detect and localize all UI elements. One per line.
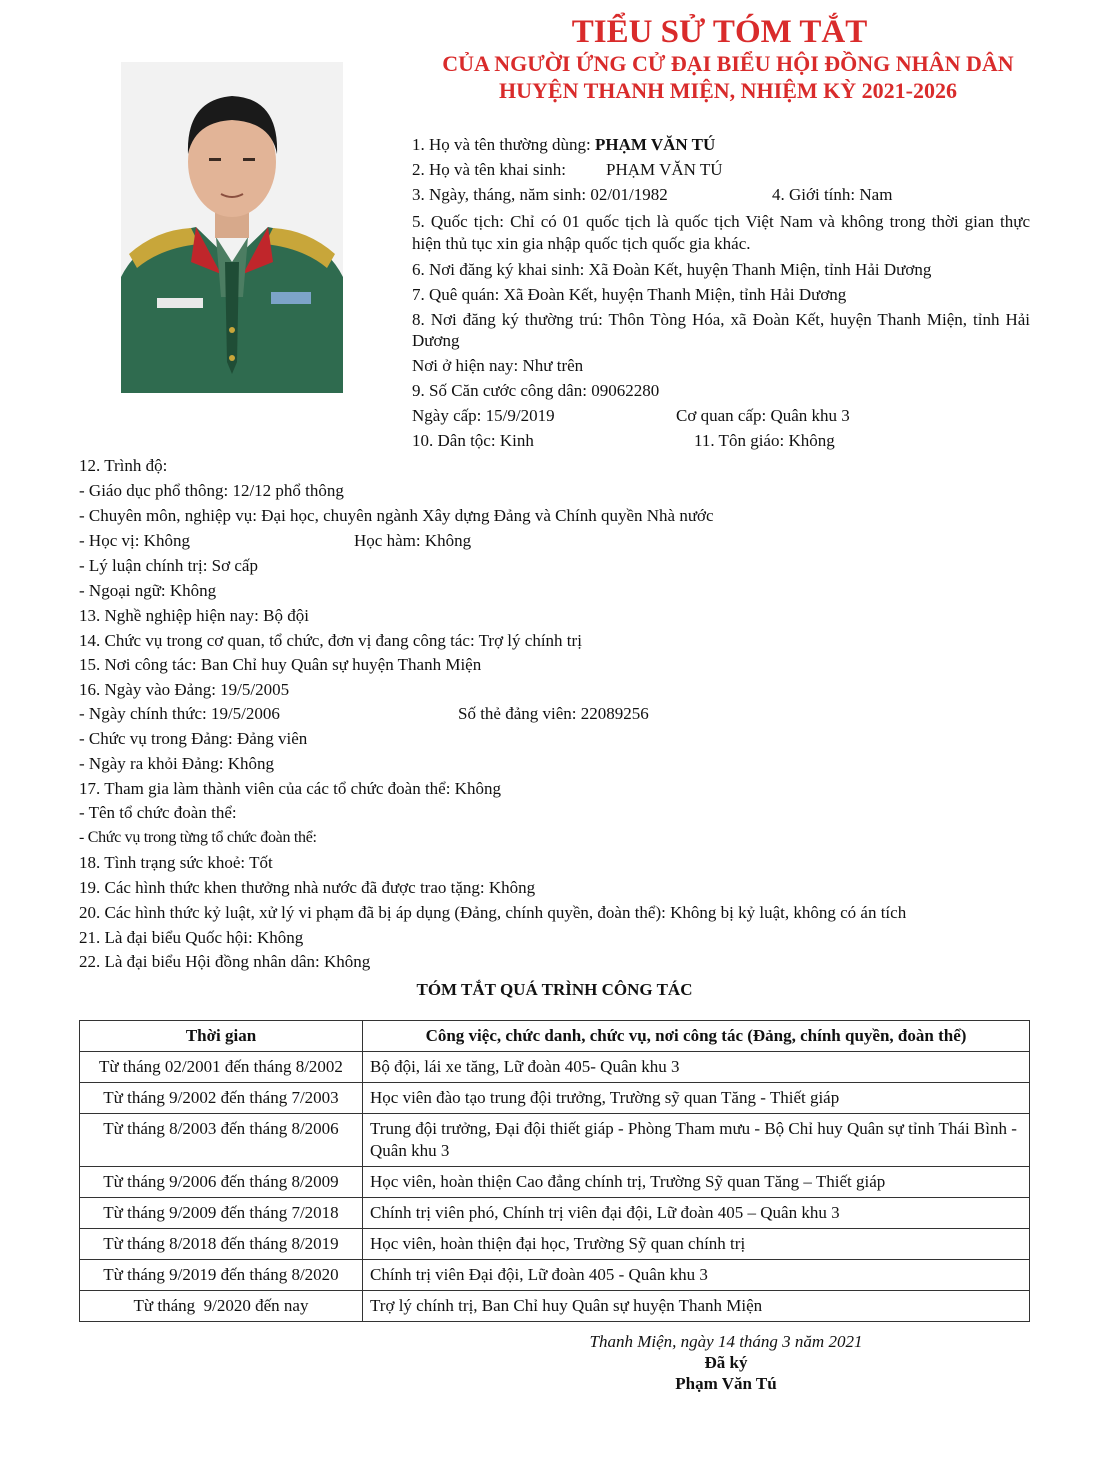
field-party-position: - Chức vụ trong Đảng: Đảng viên — [79, 729, 308, 748]
column-header-time: Thời gian — [80, 1021, 363, 1052]
row-time: Từ tháng 9/2020 đến nay — [80, 1291, 363, 1322]
signature-place-date: Thanh Miện, ngày 14 tháng 3 năm 2021 — [589, 1332, 863, 1351]
field-religion: 11. Tôn giáo: Không — [694, 431, 835, 450]
field-label: 1. Họ và tên thường dùng: — [412, 135, 595, 154]
field-party-official-date: - Ngày chính thức: 19/5/2006 — [79, 704, 280, 723]
field-nationality: 5. Quốc tịch: Chỉ có 01 quốc tịch là quốc tịch Việt Nam và không trong thời gian thực hiện thủ tục xin gia nhập quốc tịch quốc gia khác. — [412, 212, 1030, 253]
field-permanent-residence: 8. Nơi đăng ký thường trú: Thôn Tòng Hóa, xã Đoàn Kết, huyện Thanh Miện, tỉnh Hải Dương — [412, 310, 1030, 350]
field-birth-name-label: 2. Họ và tên khai sinh: — [412, 160, 566, 179]
field-current-residence: Nơi ở hiện nay: Như trên — [412, 356, 584, 375]
portrait-photo — [121, 62, 343, 393]
field-organizations: 17. Tham gia làm thành viên của các tổ chức đoàn thể: Không — [79, 779, 501, 798]
row-description: Trợ lý chính trị, Ban Chỉ huy Quân sự huyện Thanh Miện — [363, 1291, 1030, 1322]
field-gender: 4. Giới tính: Nam — [772, 185, 893, 204]
field-national-assembly: 21. Là đại biểu Quốc hội: Không — [79, 928, 304, 947]
row-description: Học viên đào tạo trung đội trưởng, Trường sỹ quan Tăng - Thiết giáp — [363, 1083, 1030, 1114]
table-row — [80, 1167, 1030, 1198]
document-subtitle-2: HUYỆN THANH MIỆN, NHIỆM KỲ 2021-2026 — [499, 78, 957, 103]
field-degree: - Học vị: Không — [79, 531, 190, 550]
field-party-leave-date: - Ngày ra khỏi Đảng: Không — [79, 754, 274, 773]
field-foreign-language: - Ngoại ngữ: Không — [79, 581, 217, 600]
field-specialization: - Chuyên môn, nghiệp vụ: Đại học, chuyên ngành Xây dựng Đảng và Chính quyền Nhà nước — [79, 506, 714, 525]
row-time: Từ tháng 02/2001 đến tháng 8/2002 — [80, 1052, 363, 1083]
field-birth-name-value: PHẠM VĂN TÚ — [606, 160, 723, 179]
field-workplace: 15. Nơi công tác: Ban Chỉ huy Quân sự huyện Thanh Miện — [79, 655, 482, 674]
column-header-description: Công việc, chức danh, chức vụ, nơi công tác (Đảng, chính quyền, đoàn thể) — [363, 1021, 1030, 1052]
row-description: Học viên, hoàn thiện đại học, Trường Sỹ quan chính trị — [363, 1229, 1030, 1260]
document-title: TIỂU SỬ TÓM TẮT — [571, 14, 868, 50]
row-description: Trung đội trưởng, Đại đội thiết giáp - Phòng Tham mưu - Bộ Chỉ huy Quân sự tỉnh Thái Bình - Quân khu 3 — [363, 1114, 1030, 1167]
signature-name: Phạm Văn Tú — [675, 1374, 777, 1393]
work-history-table — [79, 1020, 1030, 1322]
table-row — [80, 1260, 1030, 1291]
document-subtitle-1: CỦA NGƯỜI ỨNG CỬ ĐẠI BIỂU HỘI ĐỒNG NHÂN DÂN — [442, 51, 1014, 76]
field-academic-title: Học hàm: Không — [354, 531, 472, 550]
row-time: Từ tháng 8/2018 đến tháng 8/2019 — [80, 1229, 363, 1260]
field-health: 18. Tình trạng sức khoẻ: Tốt — [79, 853, 273, 872]
field-position: 14. Chức vụ trong cơ quan, tổ chức, đơn vị đang công tác: Trợ lý chính trị — [79, 631, 582, 650]
table-row — [80, 1052, 1030, 1083]
field-id-issue-agency: Cơ quan cấp: Quân khu 3 — [676, 406, 850, 425]
row-time: Từ tháng 9/2002 đến tháng 7/2003 — [80, 1083, 363, 1114]
field-organization-position: - Chức vụ trong từng tổ chức đoàn thể: — [79, 829, 317, 846]
row-description: Bộ đội, lái xe tăng, Lữ đoàn 405- Quân khu 3 — [363, 1052, 1030, 1083]
field-general-education: - Giáo dục phổ thông: 12/12 phổ thông — [79, 481, 344, 500]
table-row — [80, 1229, 1030, 1260]
field-occupation: 13. Nghề nghiệp hiện nay: Bộ đội — [79, 606, 309, 625]
work-history-title: TÓM TẮT QUÁ TRÌNH CÔNG TÁC — [416, 980, 693, 999]
field-hometown: 7. Quê quán: Xã Đoàn Kết, huyện Thanh Miện, tỉnh Hải Dương — [412, 285, 847, 304]
table-row — [80, 1083, 1030, 1114]
table-row — [80, 1198, 1030, 1229]
signature-status: Đã ký — [704, 1353, 748, 1372]
field-ethnicity: 10. Dân tộc: Kinh — [412, 431, 534, 450]
row-time: Từ tháng 8/2003 đến tháng 8/2006 — [80, 1114, 363, 1167]
row-description: Chính trị viên phó, Chính trị viên đại đội, Lữ đoàn 405 – Quân khu 3 — [363, 1198, 1030, 1229]
row-time: Từ tháng 9/2009 đến tháng 7/2018 — [80, 1198, 363, 1229]
field-citizen-id: 9. Số Căn cước công dân: 09062280 — [412, 381, 660, 400]
field-value: PHẠM VĂN TÚ — [595, 135, 716, 154]
row-time: Từ tháng 9/2019 đến tháng 8/2020 — [80, 1260, 363, 1291]
field-organization-name: - Tên tổ chức đoàn thể: — [79, 803, 237, 822]
field-common-name — [412, 135, 715, 155]
field-awards: 19. Các hình thức khen thưởng nhà nước đã được trao tặng: Không — [79, 878, 536, 897]
row-description: Học viên, hoàn thiện Cao đẳng chính trị, Trường Sỹ quan Tăng – Thiết giáp — [363, 1167, 1030, 1198]
field-party-join-date: 16. Ngày vào Đảng: 19/5/2005 — [79, 680, 290, 699]
row-time: Từ tháng 9/2006 đến tháng 8/2009 — [80, 1167, 363, 1198]
field-id-issue-date: Ngày cấp: 15/9/2019 — [412, 406, 555, 425]
field-party-card-number: Số thẻ đảng viên: 22089256 — [458, 704, 649, 723]
field-birth-date: 3. Ngày, tháng, năm sinh: 02/01/1982 — [412, 185, 668, 204]
field-peoples-council: 22. Là đại biểu Hội đồng nhân dân: Không — [79, 952, 371, 971]
table-row — [80, 1291, 1030, 1322]
field-birth-registration: 6. Nơi đăng ký khai sinh: Xã Đoàn Kết, huyện Thanh Miện, tỉnh Hải Dương — [412, 260, 932, 279]
field-discipline: 20. Các hình thức kỷ luật, xử lý vi phạm đã bị áp dụng (Đảng, chính quyền, đoàn thể): Không bị kỷ luật, không có án tích — [79, 903, 907, 922]
table-row — [80, 1114, 1030, 1167]
portrait-illustration — [121, 62, 343, 393]
field-political-theory: - Lý luận chính trị: Sơ cấp — [79, 556, 258, 575]
row-description: Chính trị viên Đại đội, Lữ đoàn 405 - Quân khu 3 — [363, 1260, 1030, 1291]
field-education: 12. Trình độ: — [79, 456, 168, 475]
table-header-row — [80, 1021, 1030, 1052]
